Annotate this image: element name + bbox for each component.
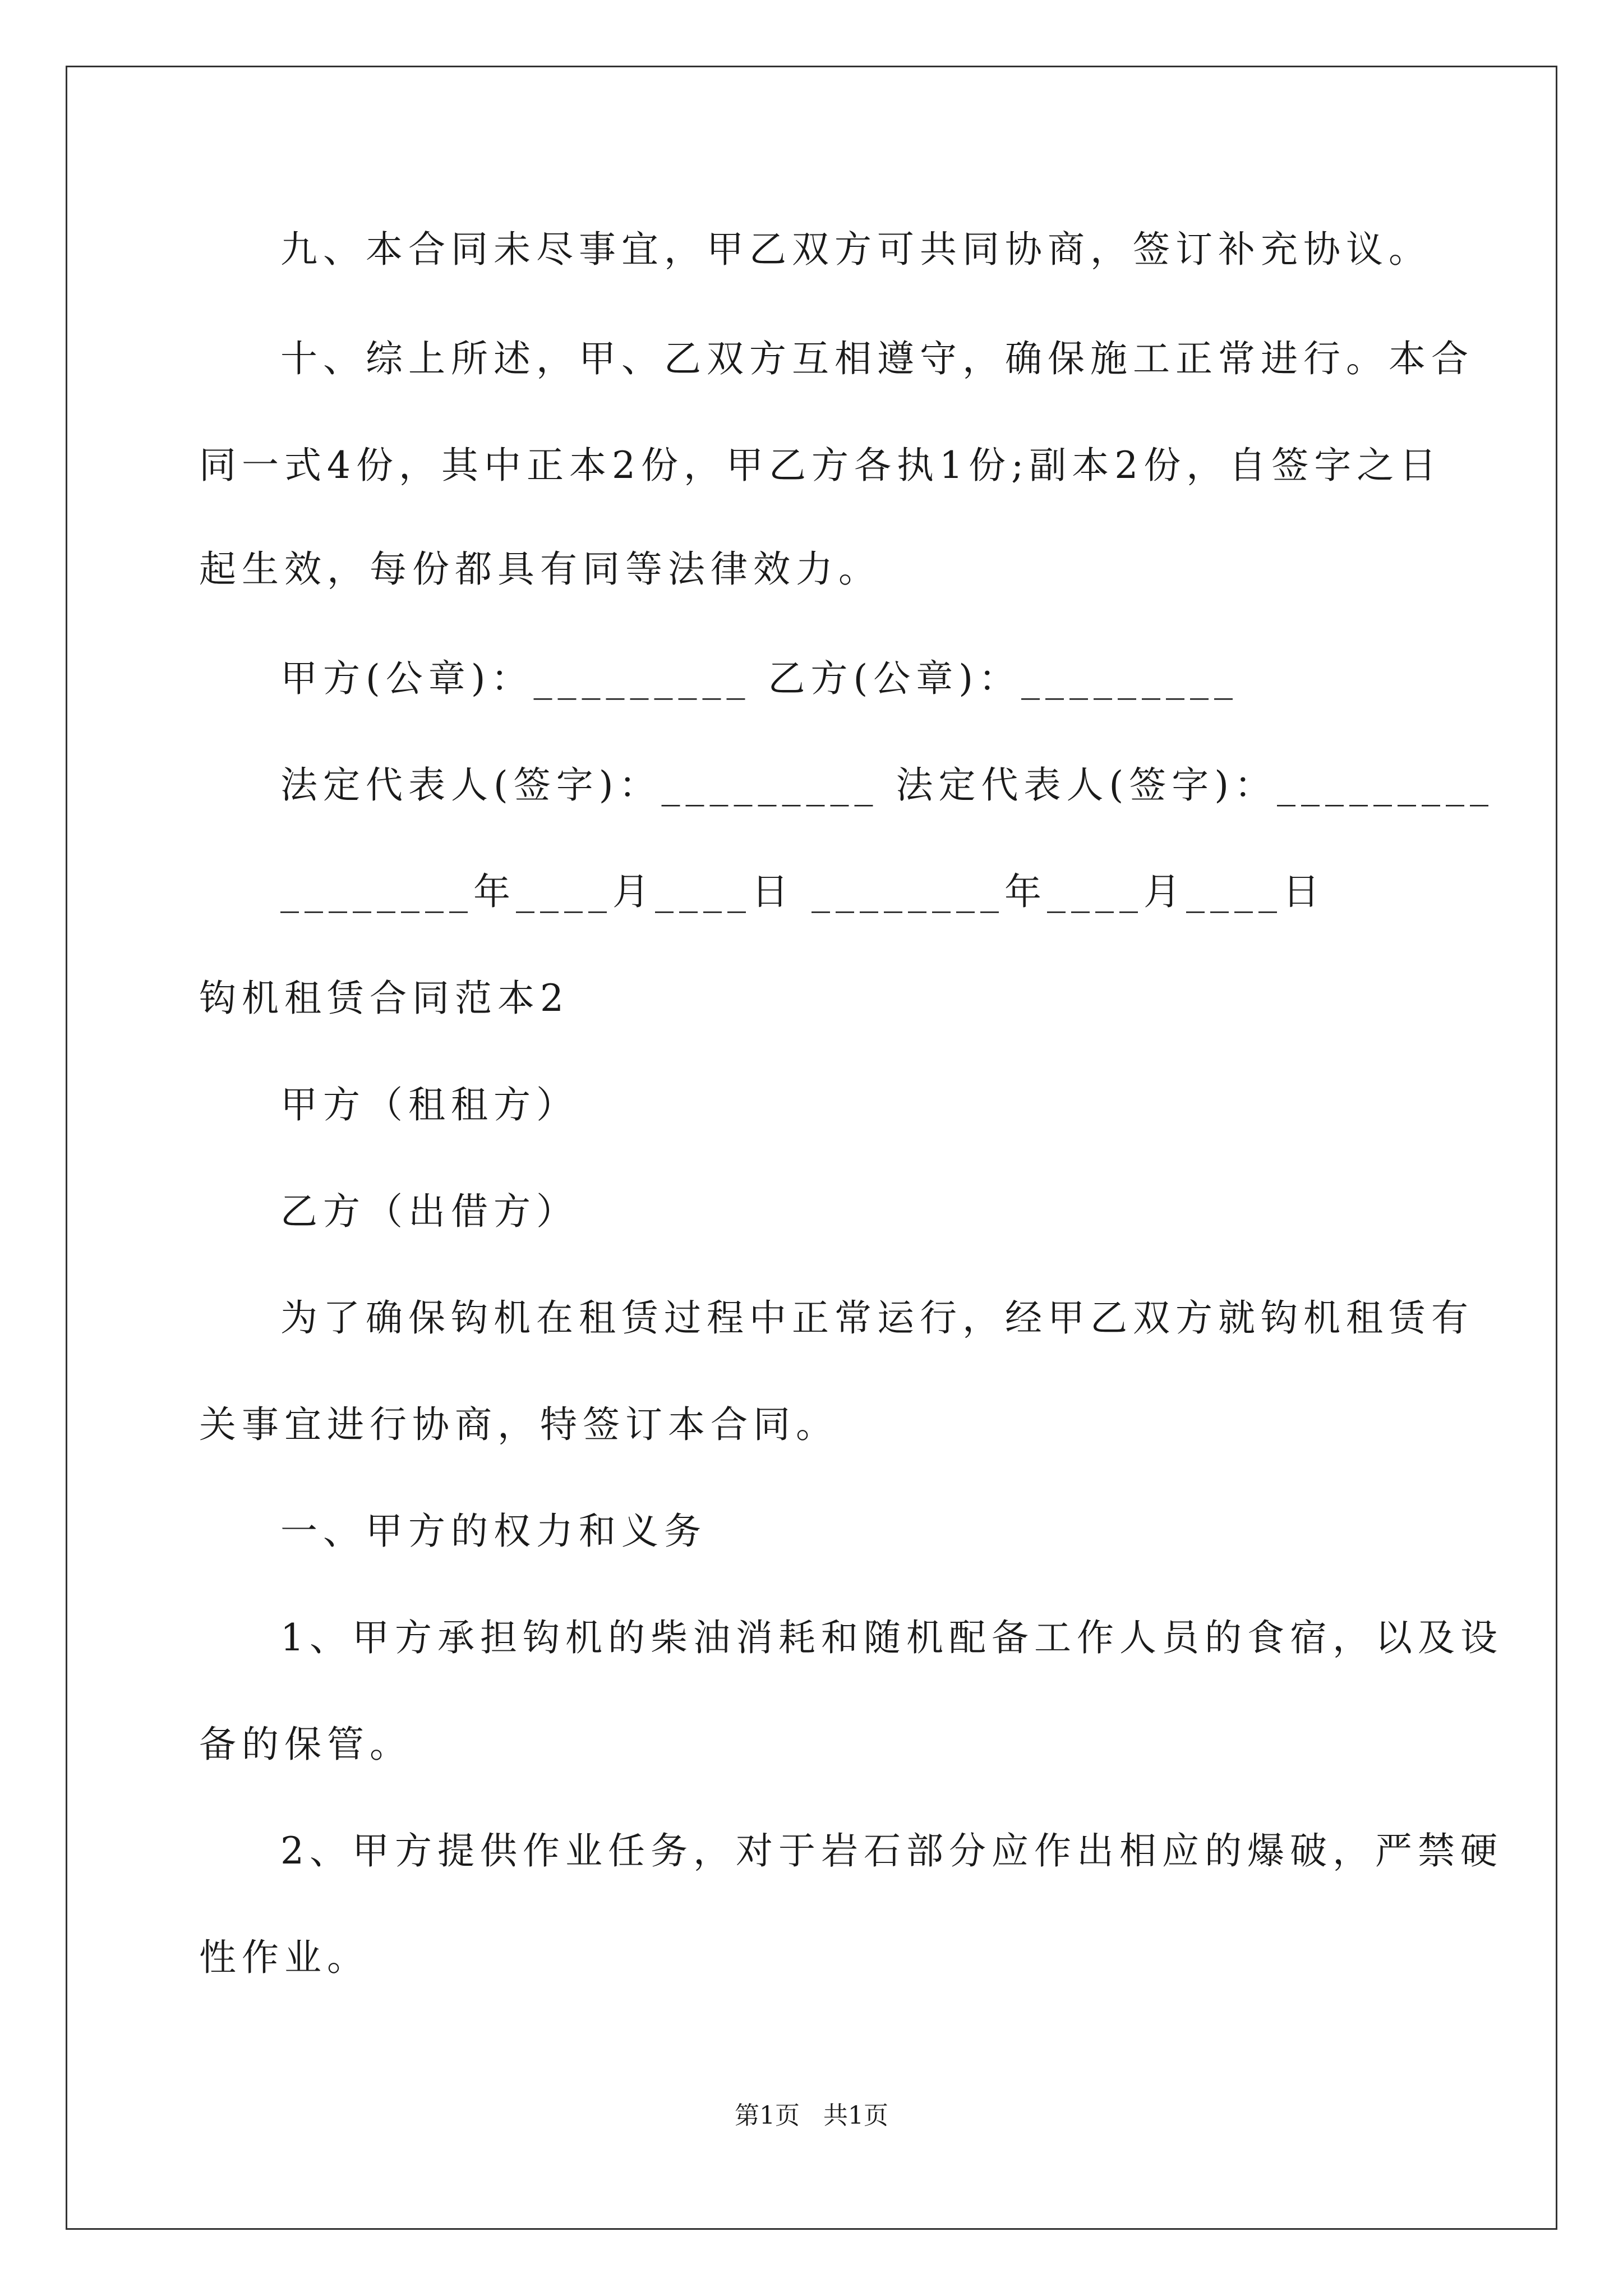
clause-9-text: 九、本合同未尽事宜，甲乙双方可共同协商，签订补充协议。 <box>280 228 1431 271</box>
party-b-label: 乙方（出借方） <box>280 1190 579 1233</box>
item-2-line-2: 性作业。 <box>199 1936 370 1979</box>
party-a-label: 甲方（租租方） <box>280 1083 579 1126</box>
party-seal-line: 甲方(公章)：_________ 乙方(公章)：_________ <box>280 657 1238 700</box>
date-line: ________年____月____日 ________年____月____日 <box>280 870 1325 913</box>
page-footer: 第1页 共1页 <box>735 2101 888 2130</box>
page-border <box>66 66 1557 2230</box>
clause-10-line-2: 同一式4份，其中正本2份，甲乙方各执1份;副本2份，自签字之日 <box>199 444 1442 487</box>
clause-10-line-1: 十、综上所述，甲、乙双方互相遵守，确保施工正常进行。本合 <box>280 337 1474 380</box>
item-1-line-1: 1、甲方承担钩机的柴油消耗和随机配备工作人员的食宿，以及设 <box>280 1616 1503 1659</box>
item-2-line-1: 2、甲方提供作业任务，对于岩石部分应作出相应的爆破，严禁硬 <box>280 1829 1503 1872</box>
preamble-line-2: 关事宜进行协商，特签订本合同。 <box>199 1403 838 1446</box>
item-1-line-2: 备的保管。 <box>199 1723 412 1766</box>
section-1-heading: 一、甲方的权力和义务 <box>280 1510 707 1553</box>
legal-representative-line: 法定代表人(签字)：_________ 法定代表人(签字)：_________ <box>280 763 1494 807</box>
preamble-line-1: 为了确保钩机在租赁过程中正常运行，经甲乙双方就钩机租赁有 <box>280 1296 1474 1340</box>
clause-10-line-3: 起生效，每份都具有同等法律效力。 <box>199 547 881 591</box>
section-title: 钩机租赁合同范本2 <box>199 977 569 1020</box>
